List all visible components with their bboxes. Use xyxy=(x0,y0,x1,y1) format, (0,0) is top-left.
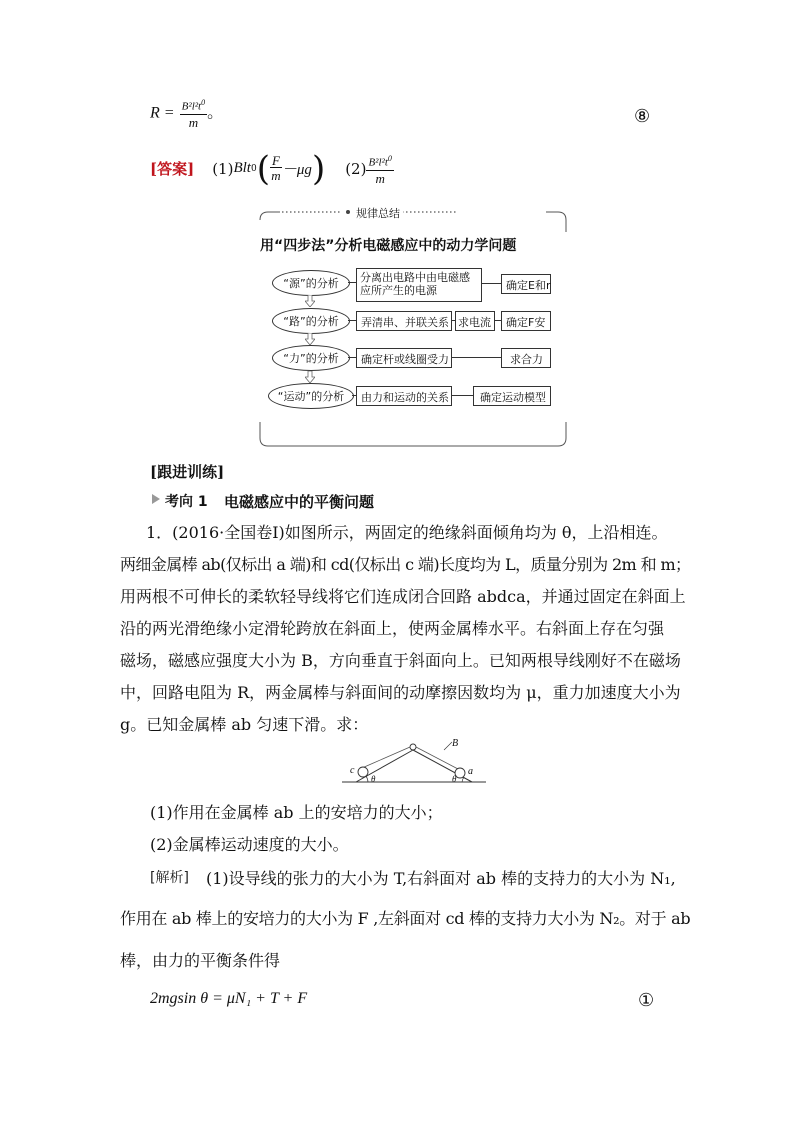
problem-line-2: 两细金属棒 ab(仅标出 a 端)和 cd(仅标出 c 端)长度均为 L，质量分别为 2m 和 m； xyxy=(120,555,691,574)
answer-part2-fraction xyxy=(366,152,393,186)
flow-oval-force: “力”的分析 xyxy=(272,345,350,371)
topic-label: 考向 1 xyxy=(165,494,208,510)
answer-part1-fraction xyxy=(270,154,282,183)
flow-box-motion-1 xyxy=(356,386,452,406)
problem-line-6: 中，回路电阻为 R，两金属棒与斜面间的动摩擦因数均为 μ，重力加速度大小为 xyxy=(120,683,681,702)
summary-title: 用“四步法”分析电磁感应中的动力学问题 xyxy=(260,238,517,254)
figure-label-theta-right: θ xyxy=(452,774,457,784)
figure-label-a: a xyxy=(468,766,473,777)
flow-box-motion-1-text: 由力和运动的关系 xyxy=(361,391,449,404)
connector xyxy=(348,320,356,321)
question-2: (2)金属棒运动速度的大小。 xyxy=(150,835,349,854)
flow-oval-motion: “运动”的分析 xyxy=(268,383,354,409)
connector xyxy=(481,283,501,284)
solution-line-3: 棒，由力的平衡条件得 xyxy=(120,951,281,970)
answer-part1-frac-num: F xyxy=(271,153,280,169)
figure-label-c: c xyxy=(350,765,355,776)
answer-part2-prefix: (2) xyxy=(345,159,367,178)
down-arrow-icon xyxy=(305,295,315,307)
formula-r-tail: 。 xyxy=(207,102,224,122)
problem-line-1: 1．(2016·全国卷Ⅰ)如图所示，两固定的绝缘斜面倾角均为 θ，上沿相连。 xyxy=(146,523,668,542)
answer-part1-prefix: (1) xyxy=(212,159,234,178)
problem-line-5: 磁场，磁感应强度大小为 B，方向垂直于斜面向上。已知两根导线刚好不在磁场 xyxy=(120,651,681,670)
incline-figure xyxy=(340,738,490,784)
flow-box-motion-3 xyxy=(473,386,551,406)
equation-number-8: ⑧ xyxy=(634,106,651,127)
problem-line-4: 沿的两光滑绝缘小定滑轮跨放在斜面上，使两金属棒水平。右斜面上存在匀强 xyxy=(120,619,665,638)
connector xyxy=(348,282,356,283)
flow-box-motion-3-text: 确定运动模型 xyxy=(480,391,546,404)
figure-label-b: B xyxy=(452,738,459,749)
down-arrow-icon xyxy=(305,333,315,345)
flow-box-circuit-2-text: 求电流 xyxy=(458,316,491,329)
formula-r-lhs: R = xyxy=(150,104,175,122)
flow-box-circuit-3 xyxy=(501,311,551,331)
formula-r-fraction xyxy=(180,96,207,130)
flow-box-source-1 xyxy=(356,268,482,302)
answer-part2-den: m xyxy=(375,170,385,186)
answer-line: [答案] (1) Blt 0 ( $\frac{F}{m}$ －μg ) (2) $\frac{B^2l^2t^0}{m}$ xyxy=(150,148,392,189)
flow-box-force-3 xyxy=(501,348,551,368)
formula-r-num-sup: 0 xyxy=(201,98,206,107)
formula-r-num: B²l²t xyxy=(181,100,202,113)
connector xyxy=(451,395,473,396)
problem-line-7: g。已知金属棒 ab 匀速下滑。求： xyxy=(120,715,369,734)
flow-box-source-3-text: 确定E和r xyxy=(506,279,551,292)
pulley xyxy=(410,744,416,750)
flow-box-circuit-2 xyxy=(455,311,495,331)
answer-part1-tail: －μg xyxy=(281,162,312,179)
equation-number-1: ① xyxy=(638,990,655,1011)
flow-box-force-3-text: 求合力 xyxy=(510,353,543,366)
down-arrow-icon xyxy=(305,371,315,383)
figure-label-theta-left: θ xyxy=(371,774,376,784)
solution-line-2: 作用在 ab 棒上的安培力的大小为 F ,左斜面对 cd 棒的支持力大小为 N₂。对于 ab xyxy=(120,909,691,928)
answer-tag: [答案] xyxy=(150,160,195,179)
flow-oval-source: “源”的分析 xyxy=(272,270,350,296)
answer-part1-frac-den: m xyxy=(271,168,281,184)
answer-part1-sub: 0 xyxy=(250,163,257,174)
rod-ab xyxy=(455,768,465,778)
answer-part2-num: B²l²t xyxy=(368,156,388,169)
summary-header: 规律总结 xyxy=(353,205,403,221)
topic-title: 电磁感应中的平衡问题 xyxy=(224,493,375,511)
flow-box-circuit-1-text: 弄清串、并联关系 xyxy=(361,316,449,329)
flow-box-force-1 xyxy=(356,348,452,368)
triangle-bullet-icon xyxy=(152,494,160,504)
flow-box-circuit-1 xyxy=(356,311,452,331)
answer-part2-num-sup: 0 xyxy=(387,154,392,163)
solution-equation-1: 2mgsin θ = μN₁ + T + F xyxy=(150,990,308,1007)
flow-box-force-1-text: 确定杆或线圈受力 xyxy=(361,353,449,366)
training-label: [跟进训练] xyxy=(150,463,225,481)
solution-line-1: (1)设导线的张力的大小为 T,右斜面对 ab 棒的支持力的大小为 N₁, xyxy=(206,869,676,888)
question-1: (1)作用在金属棒 ab 上的安培力的大小； xyxy=(150,803,443,822)
problem-line-3: 用两根不可伸长的柔软轻导线将它们连成闭合回路 abdca，并通过固定在斜面上 xyxy=(120,587,686,606)
formula-r-den: m xyxy=(188,114,199,130)
connector xyxy=(348,357,356,358)
formula-r xyxy=(150,96,223,130)
solution-tag: [解析] xyxy=(150,870,189,886)
flow-box-circuit-3-text: 确定F安 xyxy=(506,316,546,329)
answer-part1-main: Blt xyxy=(233,160,251,177)
rod-cd xyxy=(358,767,368,777)
flow-oval-circuit: “路”的分析 xyxy=(272,308,350,334)
flow-box-source-1-text: 分离出电路中由电磁感应所产生的电源 xyxy=(360,271,470,297)
connector xyxy=(451,357,501,358)
connector xyxy=(494,320,501,321)
flow-box-source-3 xyxy=(501,274,551,294)
